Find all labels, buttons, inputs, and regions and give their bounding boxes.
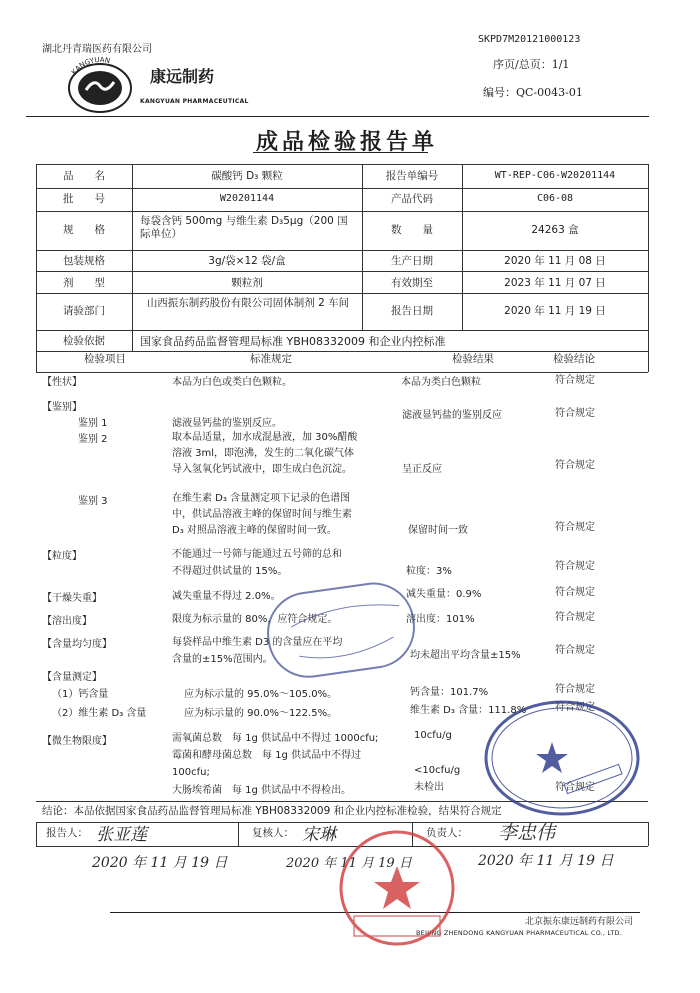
standard-identification-2-line1: 取本品适量，加水成混悬液，加 30%醋酸 [172, 432, 358, 443]
report-conclusion: 结论：本品依据国家食品药品监督管理局标准 YBH08332009 和企业内控标准检验，结果符合规定 [42, 805, 502, 817]
standard-microbial-line3: 100cfu; [172, 767, 210, 778]
value-production-date: 2020 年 11 月 08 日 [504, 255, 606, 267]
value-product-code: C06-08 [536, 193, 574, 204]
item-microbial-limit: 【微生物限度】 [42, 736, 112, 747]
standard-particle-size-line2: 不得超过供试量的 15%。 [172, 566, 288, 577]
item-identification-3: 鉴别 3 [78, 496, 108, 507]
item-assay: 【含量测定】 [42, 672, 102, 683]
standard-microbial-line4: 大肠埃希菌 每 1g 供试品中不得检出。 [172, 785, 352, 796]
top-left-company-stamp-text: 湖北丹青瑞医药有限公司 [42, 44, 152, 55]
standard-microbial-line1: 需氧菌总数 每 1g 供试品中不得过 1000cfu; [172, 733, 379, 744]
value-requesting-dept: 山西振东制药股份有限公司固体制剂 2 车间 [146, 297, 350, 309]
label-quantity: 数 量 [391, 224, 433, 236]
header-result: 检验结果 [452, 353, 494, 365]
footer-company-cn: 北京振东康远制药有限公司 [525, 917, 634, 927]
conclusion-identification-2: 符合规定 [555, 460, 595, 471]
reporter-label: 报告人： [46, 827, 88, 839]
item-identification-2: 鉴别 2 [78, 434, 108, 445]
conclusion-microbial: 符合规定 [555, 782, 595, 793]
header-test-item: 检验项目 [84, 353, 126, 365]
result-dissolution: 溶出度：101% [406, 614, 475, 625]
conclusion-identification-3: 符合规定 [555, 522, 595, 533]
result-appearance: 本品为类白色颗粒 [401, 377, 481, 388]
item-content-uniformity: 【含量均匀度】 [42, 639, 112, 650]
reviewer-signature: 宋琳 [302, 825, 336, 845]
standard-loss-on-drying: 减失重量不得过 2.0%。 [172, 591, 281, 602]
result-identification-2: 呈正反应 [402, 464, 442, 475]
conclusion-identification-1: 符合规定 [555, 408, 595, 419]
standard-content-uniformity-line1: 每袋样品中维生素 D3 的含量应在平均 [172, 637, 343, 648]
standard-identification-3-line3: D₃ 对照品溶液主峰的保留时间一致。 [172, 525, 337, 536]
standard-content-uniformity-line2: 含量的±15%范围内。 [172, 654, 273, 665]
standard-identification-3-line1: 在维生素 D₃ 含量测定项下记录的色谱图 [172, 493, 351, 504]
document-serial-number: SKPD7M20121000123 [478, 34, 581, 45]
standard-assay-calcium: 应为标示量的 95.0%～105.0%。 [184, 689, 338, 700]
label-package-spec: 包装规格 [63, 255, 105, 267]
company-name: 康远制药 [150, 67, 215, 86]
reporter-signature: 张亚莲 [96, 825, 147, 845]
document-code: 编号：QC-0043-01 [483, 86, 583, 99]
label-expiry-date: 有效期至 [391, 277, 433, 289]
conclusion-assay-vitamin-d3: 符合规定 [555, 702, 595, 713]
footer-company-en: BEIJING ZHENDONG KANGYUAN PHARMACEUTICAL CO., LTD. [416, 929, 622, 937]
standard-appearance: 本品为白色或类白色颗粒。 [172, 377, 292, 388]
conclusion-content-uniformity: 符合规定 [555, 645, 595, 656]
label-product-code: 产品代码 [391, 193, 433, 205]
reviewer-label: 复核人： [252, 827, 294, 839]
result-identification-3: 保留时间一致 [408, 525, 468, 536]
value-quantity: 24263 盒 [531, 224, 579, 236]
result-content-uniformity: 均未超出平均含量±15% [410, 650, 521, 661]
company-inspection-stamp [478, 688, 646, 820]
standard-identification-2-line2: 溶液 3ml，即泡沸，发生的二氧化碳气体 [172, 448, 355, 459]
item-assay-calcium: （1）钙含量 [52, 689, 109, 700]
label-requesting-dept: 请验部门 [63, 305, 105, 317]
result-microbial-aerobic: 10cfu/g [414, 730, 452, 741]
label-specification: 规 格 [63, 224, 105, 236]
value-dosage-form: 颗粒剂 [231, 277, 263, 289]
value-specification: 每袋含钙 500mg 与维生素 D₃5μg（200 国际单位） [140, 215, 348, 241]
standard-assay-vitamin-d3: 应为标示量的 90.0%～122.5%。 [184, 708, 338, 719]
conclusion-appearance: 符合规定 [555, 375, 595, 386]
conclusion-particle-size: 符合规定 [555, 561, 595, 572]
responsible-label: 负责人： [426, 827, 468, 839]
kangyuan-logo-icon [62, 56, 138, 114]
label-test-basis: 检验依据 [63, 335, 105, 347]
standard-identification-1: 滤液显钙盐的鉴别反应。 [172, 418, 282, 429]
result-microbial-mold: <10cfu/g [414, 765, 461, 776]
conclusion-dissolution: 符合规定 [555, 612, 595, 623]
result-assay-vitamin-d3: 维生素 D₃ 含量：111.8% [410, 705, 527, 716]
item-particle-size: 【粒度】 [42, 551, 82, 562]
item-loss-on-drying: 【干燥失重】 [42, 593, 102, 604]
reviewer-date: 2020 年 11 月 19 日 [286, 856, 412, 871]
label-batch-number: 批 号 [63, 193, 105, 205]
result-identification-1: 滤液显钙盐的鉴别反应 [402, 410, 502, 421]
result-loss-on-drying: 减失重量：0.9% [406, 589, 482, 600]
conclusion-loss-on-drying: 符合规定 [555, 587, 595, 598]
responsible-date: 2020 年 11 月 19 日 [478, 853, 614, 869]
header-divider [26, 116, 649, 117]
company-name-english: KANGYUAN PHARMACEUTICAL [140, 98, 249, 105]
label-production-date: 生产日期 [391, 255, 433, 267]
page-number: 序页/总页：1/1 [493, 58, 570, 71]
value-product-name: 碳酸钙 D₃ 颗粒 [211, 170, 283, 182]
reporter-date: 2020 年 11 月 19 日 [92, 855, 228, 871]
value-expiry-date: 2023 年 11 月 07 日 [504, 277, 606, 289]
item-assay-vitamin-d3: （2）维生素 D₃ 含量 [52, 708, 147, 719]
standard-identification-2-line3: 导入氢氧化钙试液中，即生成白色沉淀。 [172, 464, 352, 475]
report-title: 成品检验报告单 [256, 129, 439, 155]
label-product-name: 品 名 [63, 170, 105, 182]
value-report-number: WT-REP-C06-W20201144 [494, 170, 616, 181]
label-report-number: 报告单编号 [385, 170, 439, 182]
standard-particle-size-line1: 不能通过一号筛与能通过五号筛的总和 [172, 549, 342, 560]
result-microbial-ecoli: 未检出 [414, 782, 444, 793]
result-assay-calcium: 钙含量：101.7% [410, 687, 489, 698]
red-quality-stamp [324, 828, 470, 950]
item-dissolution: 【溶出度】 [42, 616, 92, 627]
standard-identification-3-line2: 中，供试品溶液主峰的保留时间与维生素 [172, 509, 352, 520]
standard-microbial-line2: 霉菌和酵母菌总数 每 1g 供试品中不得过 [172, 750, 362, 761]
value-batch-number: W20201144 [219, 193, 275, 204]
conclusion-assay-calcium: 符合规定 [555, 684, 595, 695]
logo-ring-text: KANGYUAN [70, 56, 111, 77]
header-standard: 标准规定 [250, 353, 292, 365]
label-dosage-form: 剂 型 [63, 277, 105, 289]
blue-department-stamp [262, 580, 422, 680]
item-identification-1: 鉴别 1 [78, 418, 108, 429]
responsible-signature: 李忠伟 [498, 822, 556, 844]
value-report-date: 2020 年 11 月 19 日 [504, 305, 606, 317]
result-particle-size: 粒度：3% [406, 566, 452, 577]
item-identification: 【鉴别】 [42, 402, 82, 413]
value-package-spec: 3g/袋×12 袋/盒 [208, 255, 286, 267]
header-conclusion: 检验结论 [553, 353, 595, 365]
standard-dissolution: 限度为标示量的 80%，应符合规定。 [172, 614, 338, 625]
item-appearance: 【性状】 [42, 377, 82, 388]
value-test-basis: 国家食品药品监督管理局标准 YBH08332009 和企业内控标准 [140, 335, 446, 348]
title-underline [253, 152, 428, 153]
label-report-date: 报告日期 [391, 305, 433, 317]
